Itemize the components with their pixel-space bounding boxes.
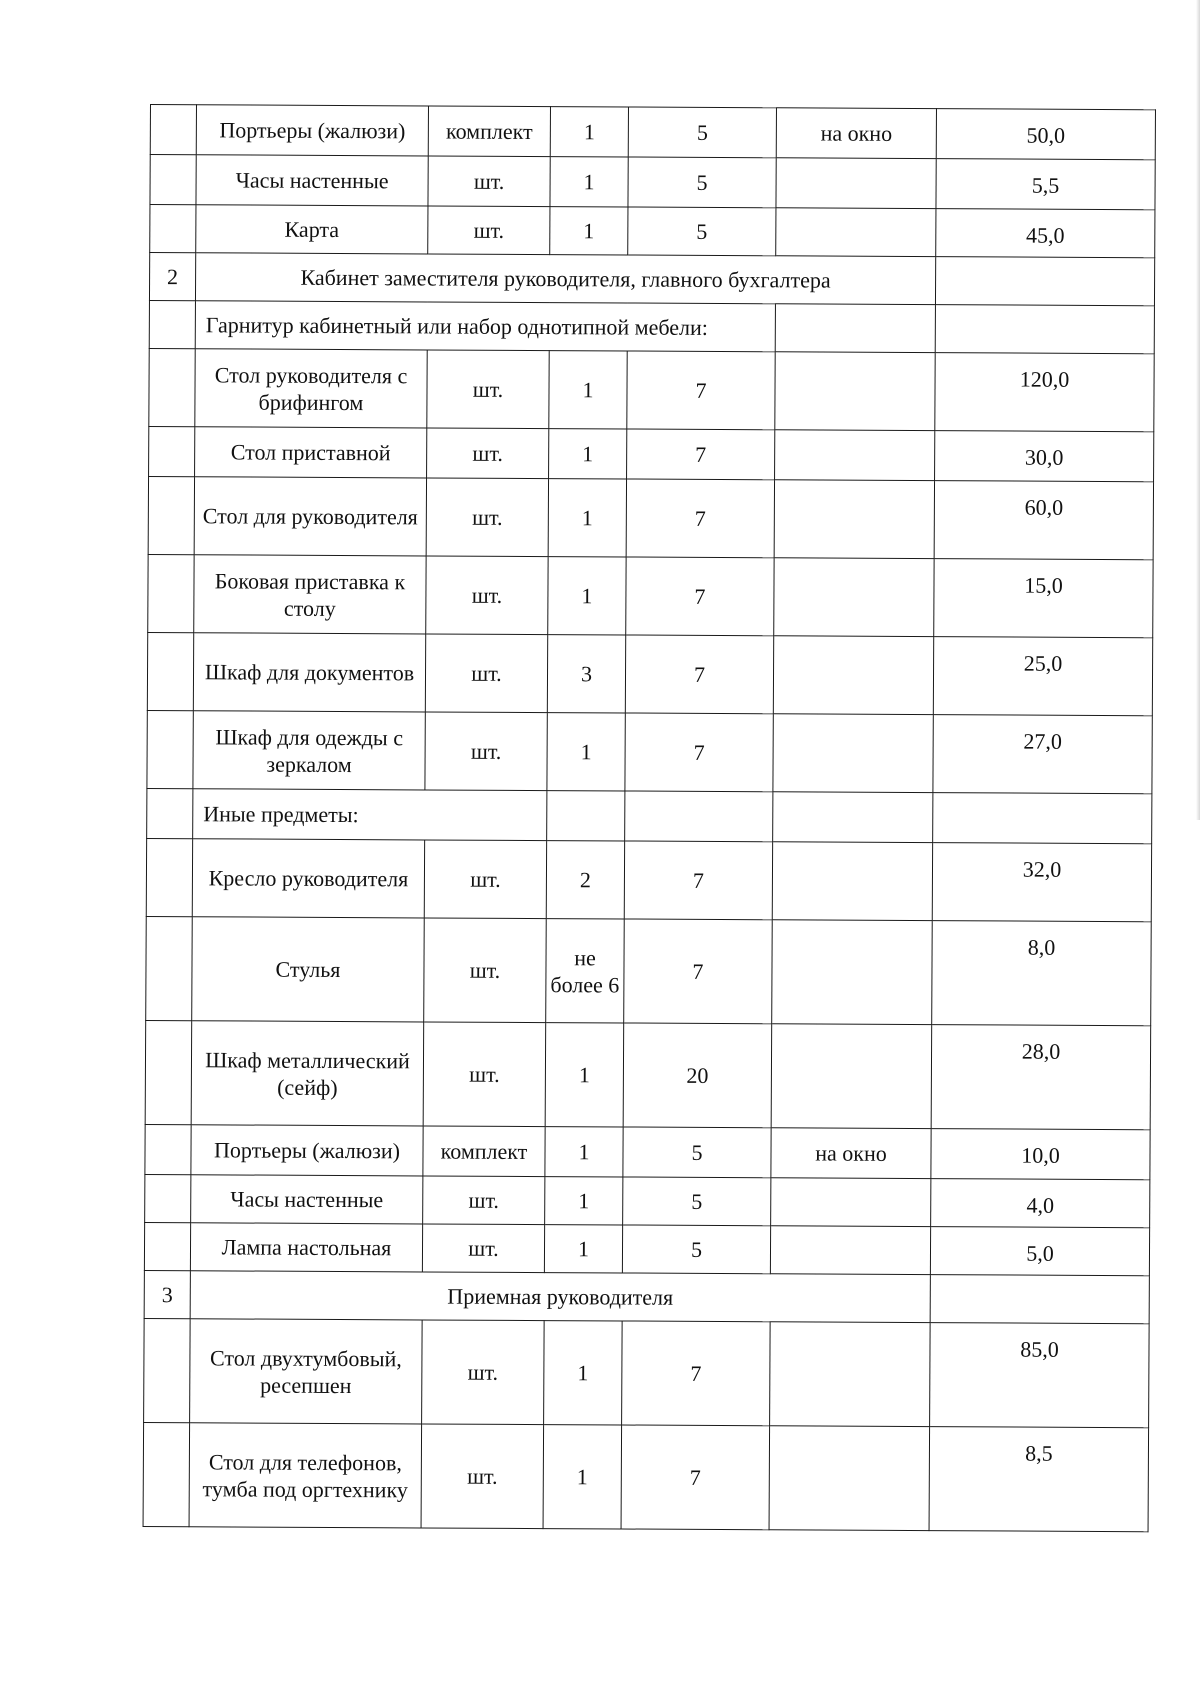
price-cell: 15,0 [934,559,1153,638]
price-cell: 8,0 [932,921,1152,1026]
row-number-cell [148,476,194,554]
unit-cell: шт. [428,156,550,207]
item-name-cell: Шкаф для документов [193,633,425,712]
item-name-cell: Кресло руководителя [192,839,424,918]
row-number-cell [147,710,193,788]
price-cell: 25,0 [933,637,1152,716]
qty-cell: 3 [547,635,625,713]
table-row [144,1270,1149,1323]
item-name-cell: Стол приставной [195,427,427,478]
qty-cell: 1 [550,107,628,157]
row-number-cell: 3 [144,1270,190,1318]
table-row [145,1020,1151,1129]
qty-cell: 1 [544,1225,622,1273]
table-row [145,1124,1150,1179]
row-number-cell: 2 [149,253,195,301]
note-cell [771,1024,932,1129]
item-name-cell: Стол для руководителя [194,477,426,556]
years-cell: 7 [622,1321,771,1426]
note-cell [770,1322,931,1427]
row-number-cell [149,300,195,348]
note-cell [769,1426,930,1531]
price-cell: 85,0 [930,1323,1150,1428]
row-number-cell [144,1222,190,1270]
item-name-cell: Стол руководителя с брифингом [195,349,427,428]
row-number-cell [146,916,193,1020]
note-cell [771,1178,931,1227]
years-cell: 7 [625,713,773,792]
note-cell [770,1226,930,1275]
scan-edge-shadow [1196,0,1200,820]
subsection-title-cell: Гарнитур кабинетный или набор однотипной мебели: [195,301,775,352]
qty-cell: 1 [544,1321,623,1425]
price-cell: 8,5 [929,1427,1149,1532]
note-cell [776,208,936,257]
row-number-cell [150,155,196,205]
price-cell: 60,0 [934,481,1153,560]
row-number-cell [150,205,196,253]
years-cell: 7 [625,635,773,714]
years-cell: 7 [626,557,774,636]
table-row [150,105,1155,160]
item-name-cell: Стол двухтумбовый, ресепшен [190,1319,423,1424]
unit-cell: шт. [421,1424,544,1529]
unit-cell: шт. [422,1224,544,1273]
price-cell: 50,0 [936,109,1155,160]
item-name-cell: Портьеры (жалюзи) [196,105,428,156]
table-row [148,554,1153,637]
note-cell [772,920,933,1025]
row-number-cell [146,838,192,916]
table-row [143,1422,1149,1531]
years-cell: 5 [623,1177,771,1226]
qty-cell: 1 [545,1177,623,1225]
years-cell: 7 [624,841,772,920]
table-row [146,916,1152,1025]
item-name-cell: Шкаф металлический (сейф) [191,1021,424,1126]
price-cell [933,793,1152,844]
qty-cell: 1 [548,557,626,635]
table-row [149,426,1154,481]
note-cell: на окно [776,108,936,159]
table-row [146,838,1151,921]
qty-cell: 1 [549,429,627,479]
qty-cell: 1 [550,157,628,207]
table-row [150,205,1155,258]
price-cell: 5,0 [930,1227,1149,1276]
price-cell: 4,0 [931,1179,1150,1228]
row-number-cell [149,426,195,476]
note-cell [774,480,934,559]
years-cell: 5 [628,107,776,158]
table-row [148,476,1153,559]
table-row [144,1222,1149,1275]
unit-cell: шт. [427,350,549,429]
years-cell: 5 [628,157,776,208]
table-row [147,710,1152,793]
item-name-cell: Портьеры (жалюзи) [191,1125,423,1176]
price-cell: 120,0 [935,353,1154,432]
table-row [147,632,1152,715]
price-cell: 32,0 [932,843,1151,922]
qty-cell: 1 [545,1023,624,1127]
unit-cell: комплект [428,106,550,157]
unit-cell: шт. [426,478,548,557]
unit-cell: комплект [423,1126,545,1177]
scanned-page [143,104,1155,1532]
row-number-cell [147,788,193,838]
price-cell [930,1275,1149,1324]
row-number-cell [143,1422,190,1526]
item-name-cell: Шкаф для одежды с зеркалом [193,711,425,790]
section-title-cell: Кабинет заместителя руководителя, главного бухгалтера [195,253,935,305]
table-row [150,155,1155,210]
unit-cell: шт. [425,634,547,713]
qty-cell: 1 [550,207,628,255]
inventory-table-body [143,105,1155,1532]
qty-cell: 1 [543,1425,622,1529]
subsection-title-cell: Иные предметы: [193,789,547,841]
years-cell: 7 [621,1425,770,1530]
price-cell: 28,0 [931,1025,1151,1130]
row-number-cell [150,105,196,155]
price-cell: 30,0 [935,431,1154,482]
row-number-cell [144,1318,191,1422]
table-row [149,348,1154,431]
row-number-cell [148,554,194,632]
years-cell: 7 [626,479,774,558]
note-cell [776,158,936,209]
price-cell: 5,5 [936,159,1155,210]
price-cell: 10,0 [931,1129,1150,1180]
price-cell [935,305,1154,354]
table-row [145,1174,1150,1227]
item-name-cell: Карта [196,205,428,254]
item-name-cell: Лампа настольная [190,1223,422,1272]
qty-cell: 2 [546,841,624,919]
row-number-cell [145,1174,191,1222]
note-cell [774,558,934,637]
qty-cell: 1 [547,713,625,791]
years-cell: 5 [628,207,776,256]
note-cell: на окно [771,1128,931,1179]
note-cell [775,352,935,431]
note-cell [775,304,935,353]
unit-cell: шт. [428,206,550,255]
table-row [147,788,1152,843]
years-cell [625,791,773,842]
item-name-cell: Часы настенные [196,155,428,206]
qty-cell: 1 [548,479,626,557]
years-cell: 7 [624,919,773,1024]
qty-cell: 1 [545,1127,623,1177]
note-cell [775,430,935,481]
row-number-cell [147,632,193,710]
row-number-cell [145,1124,191,1174]
unit-cell: шт. [426,556,548,635]
row-number-cell [145,1020,192,1124]
item-name-cell: Стулья [192,917,425,1022]
unit-cell: шт. [427,428,549,479]
note-cell [773,636,933,715]
unit-cell: шт. [424,840,546,919]
item-name-cell: Часы настенные [191,1175,423,1224]
item-name-cell: Боковая приставка к столу [194,555,426,634]
years-cell: 5 [623,1127,771,1178]
section-title-cell: Приемная руководителя [190,1271,930,1323]
unit-cell: шт. [422,1320,545,1425]
unit-cell: шт. [424,918,547,1023]
years-cell: 7 [627,429,775,480]
table-row [144,1318,1150,1427]
price-cell [935,257,1154,306]
years-cell: 20 [623,1023,772,1128]
qty-cell: 1 [549,351,627,429]
price-cell: 27,0 [933,715,1152,794]
unit-cell: шт. [423,1176,545,1225]
years-cell: 7 [627,351,775,430]
note-cell [772,842,932,921]
item-name-cell: Стол для телефонов, тумба под оргтехнику [189,1423,422,1528]
row-number-cell [149,348,195,426]
years-cell: 5 [622,1225,770,1274]
note-cell [773,714,933,793]
qty-cell [547,791,625,841]
inventory-table [143,104,1156,1532]
qty-cell: не более 6 [546,919,625,1023]
table-row [149,253,1154,306]
unit-cell: шт. [423,1022,546,1127]
unit-cell: шт. [425,712,547,791]
note-cell [773,792,933,843]
price-cell: 45,0 [936,209,1155,258]
table-row [149,300,1154,353]
